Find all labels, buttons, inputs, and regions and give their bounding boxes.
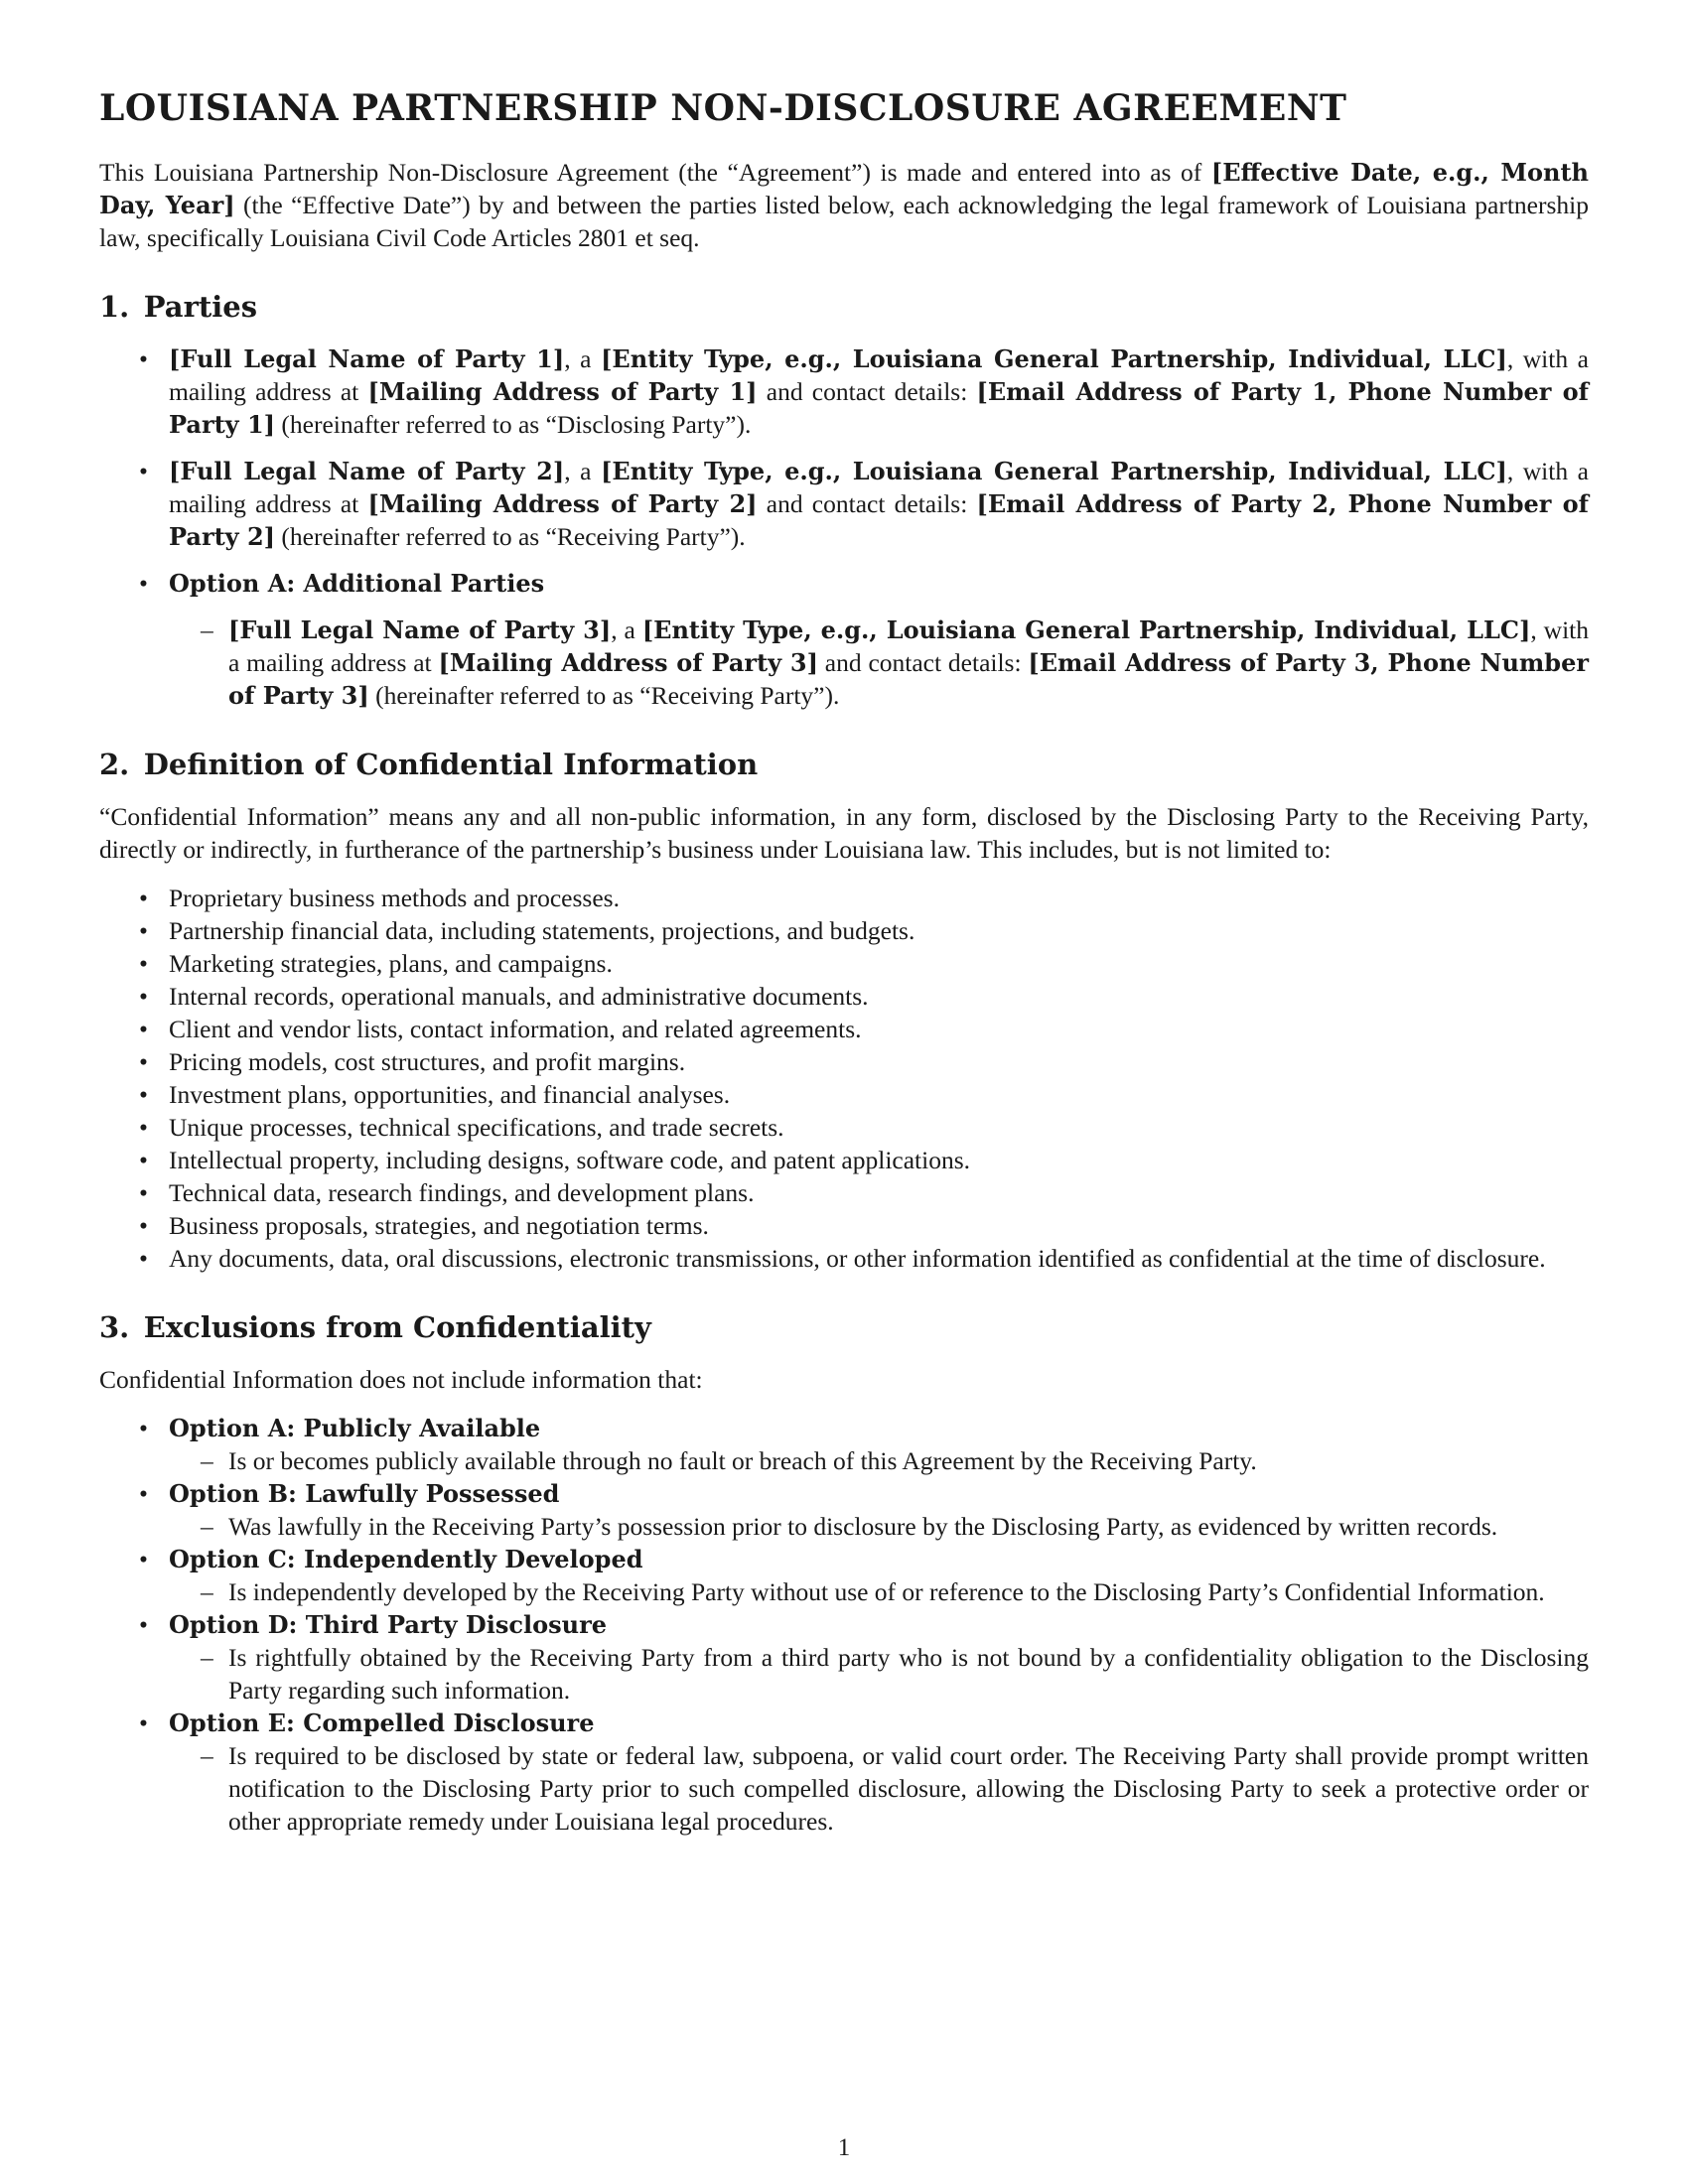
option-detail: – Is required to be disclosed by state or federal law, subpoena, or valid court order. The Receiving Party shall provide prompt written notification to the Disclosing Party prior to such compelled disclosure, allowing the Disclosing Party to seek a protective order or other appropriate remedy under Louisiana legal procedures.: [169, 1739, 1589, 1838]
list-item: • Pricing models, cost structures, and profit margins.: [99, 1045, 1589, 1078]
option-label: Option E: Compelled Disclosure: [169, 1707, 595, 1737]
option-detail: – Is or becomes publicly available through no fault or breach of this Agreement by the Receiving Party.: [169, 1444, 1589, 1477]
exclusion-option-c: [99, 1543, 1589, 1608]
party-1-address: [Mailing Address of Party 1]: [367, 376, 758, 406]
party-3-item: [169, 614, 1589, 712]
party-1-item: [99, 342, 1589, 441]
party-2-text: , with a mailing address at: [169, 456, 1589, 518]
exclusions-list: [99, 1412, 1589, 1838]
option-detail-list: [169, 1739, 1589, 1838]
exclusion-option-e: [99, 1706, 1589, 1838]
option-label: Option C: Independently Developed: [169, 1544, 643, 1573]
option-detail-list: [169, 1641, 1589, 1706]
party-1-text: (hereinafter referred to as “Disclosing Party”).: [275, 409, 752, 439]
section-3-intro: Confidential Information does not include information that:: [99, 1364, 703, 1394]
list-item: • Proprietary business methods and processes.: [99, 882, 1589, 914]
additional-parties-list: [169, 614, 1589, 712]
option-detail: – Was lawfully in the Receiving Party’s possession prior to disclosure by the Disclosing Party, as evidenced by written records.: [169, 1510, 1589, 1543]
confidential-info-list: [99, 882, 1589, 1275]
list-item: • Unique processes, technical specifications, and trade secrets.: [99, 1111, 1589, 1144]
document-page: [99, 87, 1589, 1838]
option-a-additional-parties: [99, 567, 1589, 712]
list-item: • Marketing strategies, plans, and campaigns.: [99, 947, 1589, 980]
option-detail: – Is rightfully obtained by the Receiving Party from a third party who is not bound by a confidentiality obligation to the Disclosing Party regarding such information.: [169, 1641, 1589, 1706]
party-2-text: , a: [564, 456, 602, 485]
option-a-label: Option A: Additional Parties: [169, 568, 545, 598]
option-detail: – Is independently developed by the Receiving Party without use of or reference to the Disclosing Party’s Confidential Information.: [169, 1575, 1589, 1608]
party-3-text: (hereinafter referred to as “Receiving Party”).: [368, 680, 840, 710]
exclusion-option-d: [99, 1608, 1589, 1706]
section-2-intro: “Confidential Information” means any and all non-public information, in any form, disclosed by the Disclosing Party to the Receiving Party, directly or indirectly, in furtherance of the partnership’s business under Louisiana law. This includes, but is not limited to:: [99, 801, 1589, 864]
party-2-text: (hereinafter referred to as “Receiving Party”).: [275, 521, 746, 551]
option-label: Option A: Publicly Available: [169, 1413, 541, 1442]
party-2-name: [Full Legal Name of Party 2]: [169, 456, 565, 485]
intro-text-cont: (the “Effective Date”) by and between the parties listed below, each acknowledging the legal framework of Louisiana partnership law, specifically Louisiana Civil Code Articles 2801 et seq.: [99, 191, 1589, 253]
party-3-text: , a: [611, 614, 642, 644]
list-item: • Internal records, operational manuals, and administrative documents.: [99, 980, 1589, 1013]
option-label: Option B: Lawfully Possessed: [169, 1478, 560, 1508]
party-2-address: [Mailing Address of Party 2]: [367, 488, 758, 518]
parties-list: [99, 342, 1589, 712]
list-item: • Business proposals, strategies, and negotiation terms.: [99, 1209, 1589, 1242]
intro-paragraph: [99, 156, 1589, 254]
party-1-text: , with a mailing address at: [169, 343, 1589, 406]
party-2-item: [99, 455, 1589, 553]
list-item: • Partnership financial data, including statements, projections, and budgets.: [99, 914, 1589, 947]
party-3-address: [Mailing Address of Party 3]: [438, 647, 818, 677]
list-item: • Investment plans, opportunities, and financial analyses.: [99, 1078, 1589, 1111]
party-2-contact: [Email Address of Party 2, Phone Number of Party 2]: [169, 488, 1589, 551]
party-2-entity: [Entity Type, e.g., Louisiana General Partnership, Individual, LLC]: [601, 456, 1507, 485]
party-3-contact: [Email Address of Party 3, Phone Number of Party 3]: [228, 647, 1589, 710]
list-item: • Client and vendor lists, contact information, and related agreements.: [99, 1013, 1589, 1045]
party-1-text: and contact details:: [757, 376, 977, 406]
party-2-text: and contact details:: [757, 488, 977, 518]
option-detail-list: [169, 1444, 1589, 1477]
effective-date-placeholder: [Effective Date, e.g., Month Day, Year]: [99, 158, 1589, 220]
option-detail-list: [169, 1575, 1589, 1608]
party-1-entity: [Entity Type, e.g., Louisiana General Partnership, Individual, LLC]: [601, 343, 1507, 373]
party-3-name: [Full Legal Name of Party 3]: [228, 614, 612, 644]
party-1-contact: [Email Address of Party 1, Phone Number of Party 1]: [169, 376, 1589, 439]
option-label: Option D: Third Party Disclosure: [169, 1609, 607, 1639]
party-3-text: , with a mailing address at: [228, 614, 1589, 677]
option-detail-list: [169, 1510, 1589, 1543]
list-item: • Intellectual property, including designs, software code, and patent applications.: [99, 1144, 1589, 1176]
section-1-heading: 1. Parties: [99, 290, 258, 325]
list-item: • Any documents, data, oral discussions, electronic transmissions, or other information identified as confidential at the time of disclosure.: [99, 1242, 1589, 1275]
party-3-entity: [Entity Type, e.g., Louisiana General Partnership, Individual, LLC]: [641, 614, 1531, 644]
document-title: LOUISIANA PARTNERSHIP NON-DISCLOSURE AGREEMENT: [99, 87, 1347, 129]
intro-text: This Louisiana Partnership Non-Disclosure Agreement (the “Agreement”) is made and entered into as of: [99, 158, 1211, 188]
party-3-text: and contact details:: [817, 647, 1029, 677]
exclusion-option-b: [99, 1477, 1589, 1543]
list-item: • Technical data, research findings, and development plans.: [99, 1176, 1589, 1209]
section-2-heading: 2. Definition of Confidential Information: [99, 747, 759, 781]
party-1-text: , a: [564, 343, 602, 373]
party-1-name: [Full Legal Name of Party 1]: [169, 343, 565, 373]
page-number: 1: [837, 2134, 851, 2161]
exclusion-option-a: [99, 1412, 1589, 1477]
section-3-heading: 3. Exclusions from Confidentiality: [99, 1309, 651, 1344]
